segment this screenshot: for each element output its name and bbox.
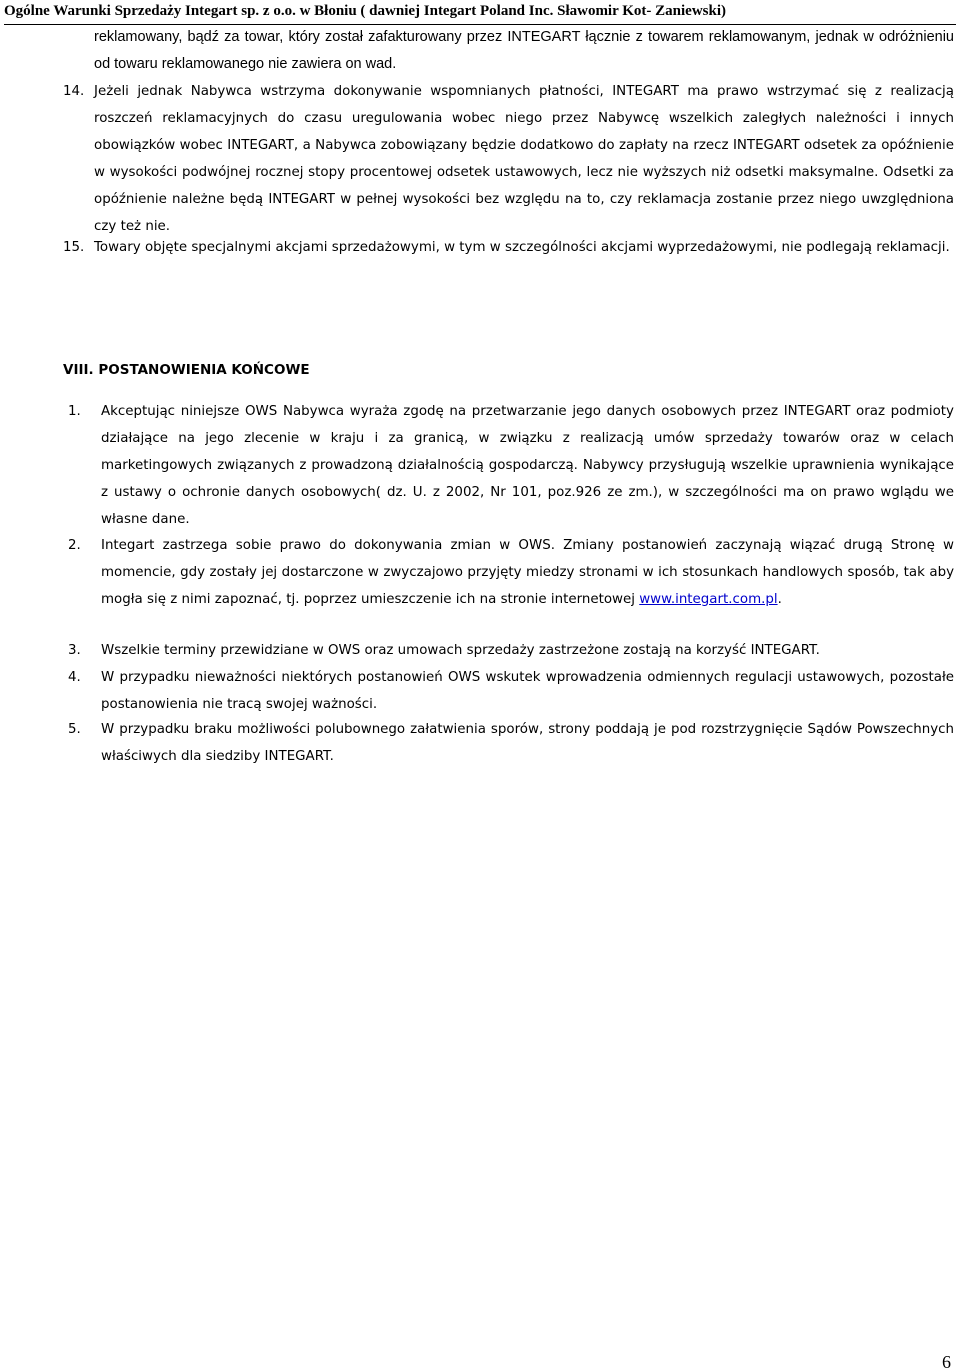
list-item-text: Towary objęte specjalnymi akcjami sprzedażowymi, w tym w szczególności akcjami wyprzedażowymi, nie podlegają reklamacji. (94, 240, 950, 255)
list-item-2 (68, 532, 954, 613)
list-item-4 (68, 664, 954, 718)
list-item-1 (68, 398, 954, 533)
list-item-14 (63, 78, 954, 240)
list-item-text: W przypadku nieważności niektórych postanowień OWS wskutek wprowadzenia odmiennych regulacji ustawowych, pozostałe postanowienia nie tracą swojej ważności. (101, 670, 954, 712)
website-link[interactable]: www.integart.com.pl (639, 592, 778, 607)
link-suffix: . (777, 592, 782, 607)
list-item-text: Akceptując niniejsze OWS Nabywca wyraża zgodę na przetwarzanie jego danych osobowych przez INTEGART oraz podmioty działające na jego zlecenie w kraju i za granicą, w związku z realizacją umów sprzedaży towarów oraz w celach marketingowych związanych z prowadzoną działalnością gospodarczą. Nabywcy przysługują wszelkie uprawnienia wynikające z ustawy o ochronie danych osobowych( dz. U. z 2002, Nr 101, poz.926 ze zm.), w szczególności ma on prawo wglądu we własne dane. (101, 404, 954, 527)
list-item-text: Integart zastrzega sobie prawo do dokonywania zmian w OWS. Zmiany postanowień zaczynają wiązać drugą Stronę w momencie, gdy zostały jej dostarczone w zwyczajowo przyjęty miedzy stronami w ich stosunkach handlowych sposób, tak aby mogła się z nimi zapoznać, tj. poprzez umieszczenie ich na stronie internetowej (101, 538, 954, 607)
list-item-text: Wszelkie terminy przewidziane w OWS oraz umowach sprzedaży zastrzeżone zostają na korzyść INTEGART. (101, 643, 820, 658)
list-item-number: 3. (68, 643, 81, 658)
list-item-15 (63, 234, 954, 261)
list-item-number: 15. (63, 240, 85, 255)
list-item-number: 1. (68, 404, 81, 419)
list-item-number: 14. (63, 84, 85, 99)
list-item-text: Jeżeli jednak Nabywca wstrzyma dokonywanie wspomnianych płatności, INTEGART ma prawo wstrzymać się z realizacją roszczeń reklamacyjnych do czasu uregulowania wobec niego przez Nabywcę wszelkich zaległych należności i innych obowiązków wobec INTEGART, a Nabywca zobowiązany będzie dodatkowo do zapłaty na rzecz INTEGART odsetek za opóźnienie w wysokości podwójnej rocznej stopy procentowej odsetek ustawowych, lecz nie wyższych niż odsetki maksymalne. Odsetki za opóźnienie należne będą INTEGART w pełnej wysokości bez względu na to, czy reklamacja zostanie przez niego uwzględniona czy też nie. (94, 84, 954, 234)
page-number: 6 (942, 1352, 951, 1372)
section-heading: VIII. POSTANOWIENIA KOŃCOWE (63, 362, 310, 378)
section7-continuation-paragraph: reklamowany, bądź za towar, który został zafakturowany przez INTEGART łącznie z towarem reklamowanym, jednak w odróżnieniu od towaru reklamowanego nie zawiera on wad. (94, 29, 954, 72)
list-item-5 (68, 716, 954, 770)
list-item-text: W przypadku braku możliwości polubownego załatwienia sporów, strony poddają je pod rozstrzygnięcie Sądów Powszechnych właściwych dla siedziby INTEGART. (101, 722, 954, 764)
list-item-number: 2. (68, 538, 81, 553)
list-item-3 (68, 637, 954, 664)
page-header: Ogólne Warunki Sprzedaży Integart sp. z o.o. w Błoniu ( dawniej Integart Poland Inc. Sławomir Kot- Zaniewski) (4, 0, 956, 25)
list-item-number: 5. (68, 722, 81, 737)
list-item-number: 4. (68, 670, 81, 685)
